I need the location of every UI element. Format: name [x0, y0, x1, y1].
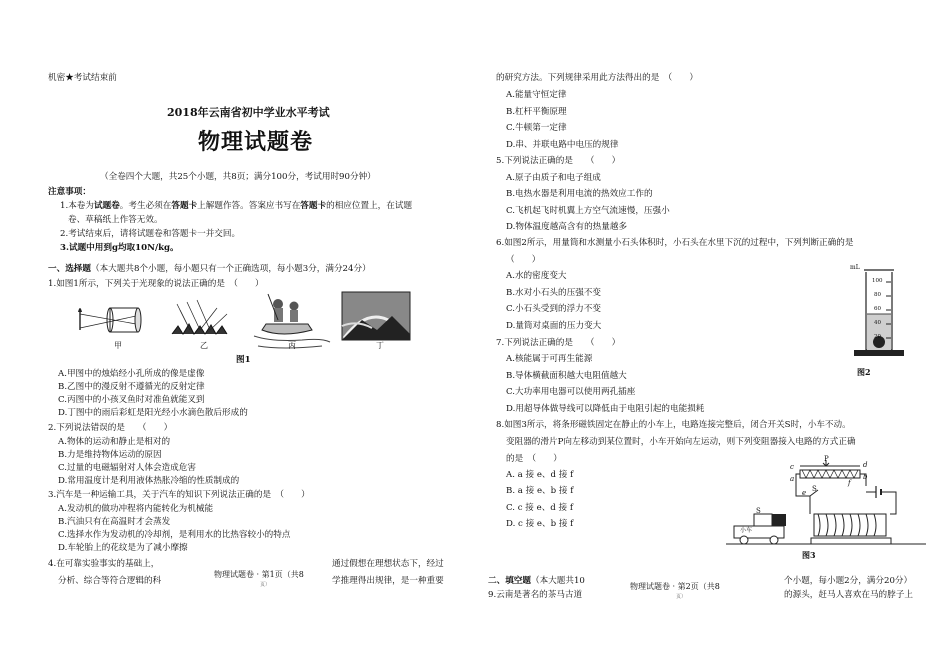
q2-option-b: B.力是维持物体运动的原因 — [58, 450, 162, 460]
q2-option-c: C.过量的电磁辐射对人体会造成危害 — [58, 463, 196, 473]
fig1-label-bing: 丙 — [288, 341, 296, 350]
q3-option-b: B.汽油只有在高温时才会蒸发 — [58, 517, 171, 527]
fig3-letter-b: b — [863, 473, 868, 481]
left-footer-cut: 页） — [260, 582, 271, 588]
fig1-rainbow — [342, 292, 410, 340]
q8-stem-3: 的是 （ ） — [506, 454, 562, 464]
right-footer-cut: 页） — [676, 594, 687, 600]
q6-blank: （ ） — [506, 255, 541, 265]
q8-option-d: D. c 接 e、b 接 f — [506, 519, 574, 529]
right-page — [470, 0, 950, 671]
notes-item-1-cont: 卷、草稿纸上作答无效。 — [68, 215, 163, 225]
q4-option-a: A.能量守恒定律 — [506, 90, 567, 100]
right-footer: 物理试题卷 · 第2页（共8 — [630, 582, 720, 591]
exam-info: （全卷四个大题，共25个小题，共8页；满分100分，考试用时90分钟） — [100, 172, 376, 182]
figure-1-drawing — [72, 290, 412, 365]
q9-text-b: 的源头，赶马人喜欢在马的脖子上 — [784, 590, 913, 600]
left-page — [0, 0, 470, 671]
q7-option-a: A.核能属于可再生能源 — [506, 354, 593, 364]
fig3-letter-c: c — [790, 463, 794, 471]
fig1-caption: 图1 — [236, 355, 251, 365]
q6-option-d: D.量筒对桌面的压力变大 — [506, 321, 602, 331]
section2-heading: 二、填空题（本大题共10 — [488, 576, 585, 586]
fig1-fishing — [254, 294, 330, 348]
q8-stem-2: 变阻器的滑片P向左移动到某位置时，小车开始向左运动，则下列变阻器接入电路的方式正确 — [506, 437, 856, 447]
q6-option-b: B.水对小石头的压强不变 — [506, 288, 601, 298]
fig1-label-yi: 乙 — [200, 341, 208, 350]
section1-heading: 一、选择题（本大题共8个小题，每小题只有一个正确选项，每小题3分，满分24分） — [48, 264, 371, 274]
q7-option-c: C.大功率用电器可以使用两孔插座 — [506, 387, 636, 397]
cylinder-tick-80: 80 — [874, 292, 881, 298]
left-footer: 物理试题卷 · 第1页（共8 — [214, 570, 304, 579]
q4-option-b: B.杠杆平衡原理 — [506, 107, 567, 117]
q3-option-a: A.发动机的做功冲程将内能转化为机械能 — [58, 504, 214, 514]
fig3-letter-n-pole: N — [775, 507, 782, 515]
q3-option-d: D.车轮胎上的花纹是为了减小摩擦 — [58, 543, 188, 553]
q6-option-a: A.水的密度变大 — [506, 271, 567, 281]
fig3-letter-p: P — [824, 455, 829, 463]
fig3-letter-d: d — [863, 461, 868, 469]
q5-option-c: C.飞机起飞时机翼上方空气流速慢，压强小 — [506, 206, 670, 216]
q9-text-a: 9.云南是著名的茶马古道 — [488, 590, 583, 600]
q4-stem-d: 学推理得出规律，是一种重要 — [332, 576, 444, 586]
q3-option-c: C.选择水作为发动机的冷却剂，是利用水的比热容较小的特点 — [58, 530, 291, 540]
q2-option-a: A.物体的运动和静止是相对的 — [58, 437, 171, 447]
fig3-cart-label: 小车 — [740, 527, 753, 534]
q7-option-d: D.用超导体做导线可以降低由于电阻引起的电能损耗 — [506, 404, 705, 414]
q4-stem-a: 4.在可靠实验事实的基础上， — [48, 559, 160, 569]
paper-title: 物理试题卷 — [198, 129, 314, 155]
q2-stem: 2.下列说法错误的是 （ ） — [48, 423, 173, 433]
cylinder-tick-60: 60 — [874, 306, 881, 312]
q4-stem-c: 分析、综合等符合逻辑的科 — [58, 576, 162, 586]
q4-cont: 的研究方法。下列规律采用此方法得出的是 （ ） — [496, 73, 698, 83]
q5-option-a: A.原子由质子和电子组成 — [506, 173, 601, 183]
exam-title: 2018年云南省初中学业水平考试 — [167, 106, 330, 119]
fig3-letter-e: e — [802, 489, 807, 497]
fig1-label-ding: 丁 — [376, 341, 384, 350]
q4-option-c: C.牛顿第一定律 — [506, 123, 567, 133]
q8-option-b: B. a 接 e、b 接 f — [506, 486, 574, 496]
fig3-letter-a: a — [790, 475, 795, 483]
cylinder-tick-100: 100 — [872, 278, 883, 284]
q7-stem: 7.下列说法正确的是 （ ） — [496, 338, 621, 348]
q4-option-d: D.串、并联电路中电压的规律 — [506, 140, 619, 150]
q3-stem: 3.汽车是一种运输工具，关于汽车的知识下列说法正确的是 （ ） — [48, 490, 310, 500]
notes-item-3: 3.试题中用到g均取10N/kg。 — [60, 243, 179, 253]
notes-item-1: 1.本卷为试题卷。考生必须在答题卡上解题作答。答案应书写在答题卡的相应位置上，在试题 — [60, 201, 413, 211]
fig2-caption: 图2 — [857, 367, 871, 377]
section2-desc-b: 个小题，每小题2分，满分20分） — [784, 576, 913, 586]
notes-item-2: 2.考试结束后，请将试题卷和答题卡一并交回。 — [60, 229, 241, 239]
q6-stem: 6.如图2所示，用量筒和水测量小石头体积时，小石头在水里下沉的过程中，下列判断正确的是 — [496, 238, 854, 248]
q1-stem: 1.如图1所示，下列关于光现象的说法正确的是 （ ） — [48, 279, 264, 289]
q7-option-b: B.导体横截面积越大电阻值越大 — [506, 371, 627, 381]
fig3-letter-f: f — [848, 479, 851, 487]
fig1-label-jia: 甲 — [114, 341, 122, 350]
q1-option-d: D.丁图中的雨后彩虹是阳光经小水滴色散后形成的 — [58, 408, 248, 418]
electromagnet-circuit — [726, 456, 926, 548]
q6-option-c: C.小石头受到的浮力不变 — [506, 304, 601, 314]
fig1-candle-pinhole — [78, 308, 141, 332]
fig3-letter-s-pole: S — [756, 507, 761, 515]
q5-stem: 5.下列说法正确的是 （ ） — [496, 156, 621, 166]
q8-option-a: A. a 接 e、d 接 f — [506, 470, 574, 480]
q1-option-a: A.甲图中的烛焰经小孔所成的像是虚像 — [58, 369, 205, 379]
confidential-label: 机密★考试结束前 — [48, 73, 117, 83]
q1-option-c: C.丙图中的小孩叉鱼时对准鱼就能叉到 — [58, 395, 205, 405]
cylinder-tick-40: 40 — [874, 320, 881, 326]
figure-3 — [726, 456, 926, 548]
fig1-diffuse-reflection — [172, 300, 227, 334]
fig3-caption: 图3 — [802, 550, 816, 560]
q5-option-b: B.电热水器是利用电流的热效应工作的 — [506, 189, 653, 199]
figure-2 — [846, 262, 916, 362]
q1-option-b: B.乙图中的漫反射不遵循光的反射定律 — [58, 382, 205, 392]
notes-heading: 注意事项： — [48, 187, 91, 197]
figure-1 — [72, 290, 412, 365]
q4-stem-b: 通过假想在理想状态下，经过 — [332, 559, 444, 569]
cylinder-tick-20: 20 — [874, 334, 881, 340]
fig3-letter-switch: S — [812, 485, 817, 493]
q8-stem-1: 8.如图3所示，将条形磁铁固定在静止的小车上，电路连接完整后，闭合开关S时，小车不动。 — [496, 420, 851, 430]
q2-option-d: D.常用温度计是利用液体热胀冷缩的性质制成的 — [58, 476, 240, 486]
cylinder-unit: mL — [850, 264, 860, 271]
q5-option-d: D.物体温度越高含有的热量越多 — [506, 222, 628, 232]
q8-option-c: C. c 接 e、d 接 f — [506, 503, 574, 513]
graduated-cylinder — [846, 262, 916, 362]
